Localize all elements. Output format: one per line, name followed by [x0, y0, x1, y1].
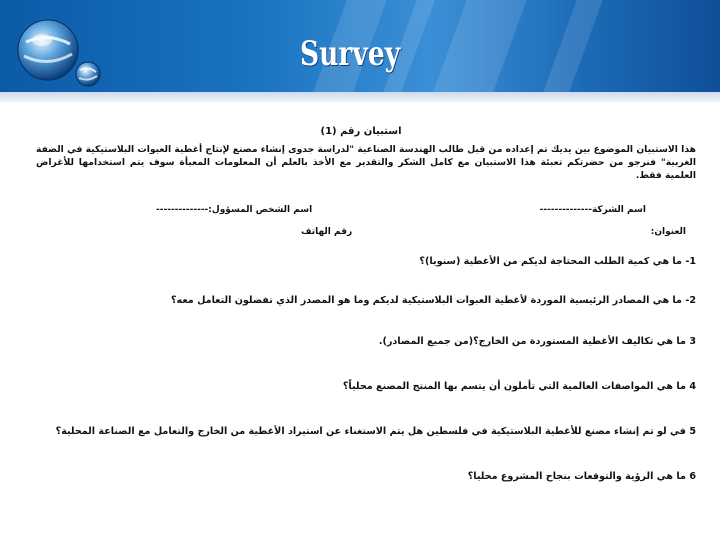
- question-5: 5 في لو تم إنشاء مصنع للأغطية البلاستيكية في فلسطين هل يتم الاستغناء عن استيراد الأغطية من الخارج والتعامل مع الصناعة المحلية؟: [55, 426, 696, 437]
- phone-field: رقم الهاتف: [301, 227, 353, 237]
- question-3: 3 ما هي تكاليف الأغطية المستوردة من الخارج؟(من جميع المصادر).: [378, 336, 696, 347]
- question-4: 4 ما هي المواصفات العالمية التي تأملون أن يتسم بها المنتج المصنع محلياً؟: [342, 381, 696, 392]
- question-6: 6 ما هي الرؤية والتوقعات بنجاح المشروع محليا؟: [467, 471, 696, 482]
- company-name-field: اسم الشركة--------------: [539, 205, 646, 215]
- survey-fields: [36, 204, 696, 248]
- survey-heading: استبيان رقم (1): [320, 126, 402, 137]
- header-divider: [0, 92, 720, 102]
- field-row-company: [36, 204, 696, 226]
- field-row-address: [36, 226, 696, 248]
- header-stripe: [433, 0, 526, 92]
- survey-intro: هذا الاستبيان الموضوع بين يديك تم إعداده من قبل طالب الهندسة الصناعية "لدراسة جدوى إنشاء مصنع لإنتاج أغطية العبوات البلاستيكية في الضفة الغربية" فنرجو من حضرتكم تعبئة هذا الاستبيان مع كامل الشكر والتقدير مع الأخذ بالعلم أن المعلومات المعبأة سوف يتم استخدامها للأغراض العلمية فقط.: [36, 144, 696, 181]
- survey-document: [36, 120, 696, 532]
- question-1: 1- ما هي كمية الطلب المحتاجة لديكم من الأغطية (سنويا)؟: [419, 256, 696, 267]
- slide-title: Survey: [300, 34, 401, 74]
- question-2: 2- ما هي المصادر الرئيسية الموردة لأغطية العبوات البلاستيكية لديكم وما هو المصدر الذي تفضلون التعامل معه؟: [170, 295, 696, 306]
- header-banner: [0, 0, 720, 102]
- responsible-person-field: اسم الشخص المسؤول:--------------: [156, 205, 313, 215]
- address-field: العنوان:: [650, 227, 686, 237]
- header-stripe: [543, 0, 602, 92]
- globe-logo-icon: [8, 12, 108, 94]
